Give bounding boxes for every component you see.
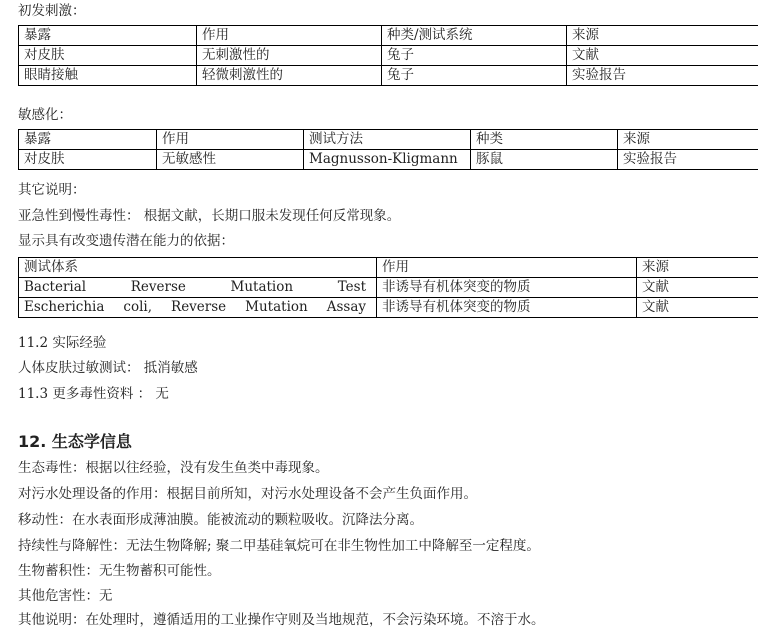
header-cell: 作用 bbox=[197, 26, 382, 46]
table-cell: 豚鼠 bbox=[471, 150, 618, 170]
table-cell: Escherichia coli, Reverse Mutation Assay bbox=[19, 298, 377, 318]
irritation-label: 初发刺激： bbox=[18, 3, 86, 19]
table-header-row bbox=[19, 258, 758, 278]
mutagenic-label: 显示具有改变遗传潜在能力的依据： bbox=[18, 233, 234, 249]
table-cell: 文献 bbox=[567, 46, 758, 66]
header-cell: 暴露 bbox=[19, 130, 157, 150]
table-cell: Magnusson-Kligmann bbox=[304, 150, 471, 170]
table-cell: 非诱导有机体突变的物质 bbox=[377, 298, 637, 318]
header-cell: 测试体系 bbox=[19, 258, 377, 278]
irritation-table bbox=[18, 25, 758, 86]
table-cell: 实验报告 bbox=[567, 66, 758, 86]
table-cell: 对皮肤 bbox=[19, 150, 157, 170]
table-row bbox=[19, 66, 758, 86]
other-notes-label: 其它说明： bbox=[18, 182, 86, 198]
header-cell: 来源 bbox=[567, 26, 758, 46]
header-cell: 测试方法 bbox=[304, 130, 471, 150]
persistence-line: 持续性与降解性：无法生物降解; 聚二甲基硅氧烷可在非生物性加工中降解至一定程度。 bbox=[18, 538, 540, 554]
table-row bbox=[19, 46, 758, 66]
header-cell: 暴露 bbox=[19, 26, 197, 46]
header-cell: 来源 bbox=[637, 258, 758, 278]
table-header-row bbox=[19, 26, 758, 46]
mobility-line: 移动性：在水表面形成薄油膜。能被流动的颗粒吸收。沉降法分离。 bbox=[18, 512, 423, 528]
table-cell: 无敏感性 bbox=[157, 150, 304, 170]
patch-test-text: 人体皮肤过敏测试： 抵消敏感 bbox=[18, 360, 198, 376]
other-hazards-line: 其他危害性：无 bbox=[18, 588, 113, 604]
table-row bbox=[19, 298, 758, 318]
table-cell: 眼睛接触 bbox=[19, 66, 197, 86]
header-cell: 种类/测试系统 bbox=[382, 26, 567, 46]
section-12-title: 12. 生态学信息 bbox=[18, 432, 132, 451]
table-cell: 轻微刺激性的 bbox=[197, 66, 382, 86]
ecotoxicity-line: 生态毒性：根据以往经验，没有发生鱼类中毒现象。 bbox=[18, 460, 329, 476]
table-row bbox=[19, 278, 758, 298]
sewage-effect-line: 对污水处理设备的作用：根据目前所知，对污水处理设备不会产生负面作用。 bbox=[18, 486, 477, 502]
subacute-toxicity-text: 亚急性到慢性毒性： 根据文献，长期口服未发现任何反常现象。 bbox=[18, 208, 401, 224]
table-cell: Bacterial Reverse Mutation Test bbox=[19, 278, 377, 298]
header-cell: 种类 bbox=[471, 130, 618, 150]
table-cell: 兔子 bbox=[382, 46, 567, 66]
table-cell: 无刺激性的 bbox=[197, 46, 382, 66]
header-cell: 作用 bbox=[377, 258, 637, 278]
experience-heading: 11.2 实际经验 bbox=[18, 335, 107, 351]
more-toxicity-info: 11.3 更多毒性资料 ： 无 bbox=[18, 386, 169, 402]
mutagenicity-table bbox=[18, 257, 758, 318]
table-cell: 文献 bbox=[637, 298, 758, 318]
table-header-row bbox=[19, 130, 758, 150]
table-row bbox=[19, 150, 758, 170]
header-cell: 来源 bbox=[618, 130, 758, 150]
other-remarks-line: 其他说明：在处理时，遵循适用的工业操作守则及当地规范，不会污染环境。不溶于水。 bbox=[18, 612, 545, 628]
sensitization-table bbox=[18, 129, 758, 170]
table-cell: 对皮肤 bbox=[19, 46, 197, 66]
sensitization-label: 敏感化： bbox=[18, 107, 72, 123]
table-cell: 文献 bbox=[637, 278, 758, 298]
table-cell: 兔子 bbox=[382, 66, 567, 86]
header-cell: 作用 bbox=[157, 130, 304, 150]
table-cell: 实验报告 bbox=[618, 150, 758, 170]
bioaccumulation-line: 生物蓄积性：无生物蓄积可能性。 bbox=[18, 563, 221, 579]
table-cell: 非诱导有机体突变的物质 bbox=[377, 278, 637, 298]
